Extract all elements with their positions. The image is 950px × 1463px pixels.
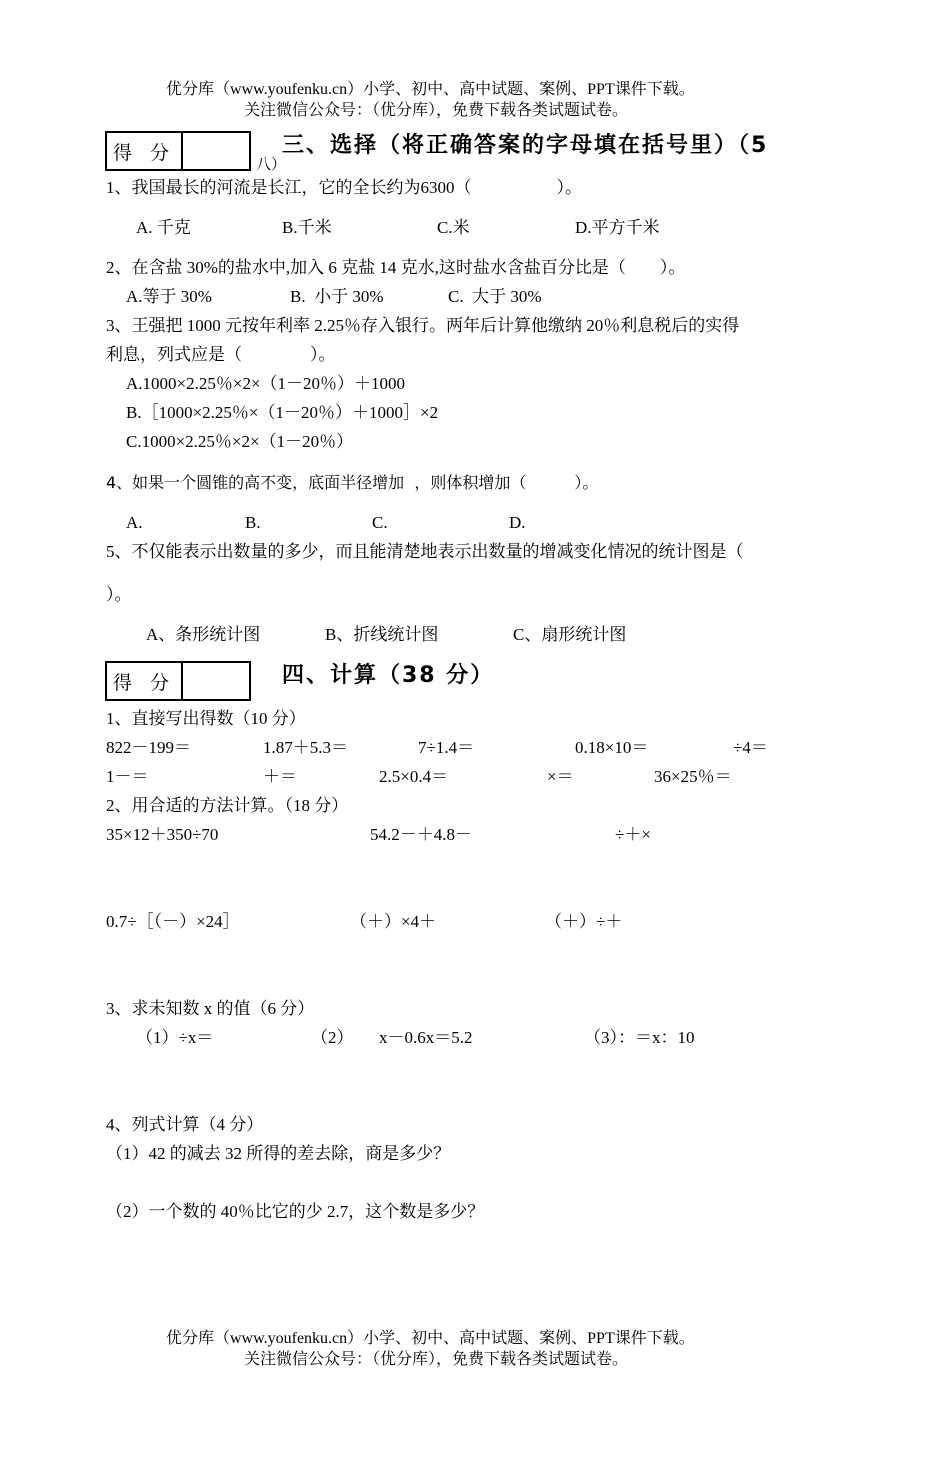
q4-stem: 4、如果一个圆锥的高不变，底面半径增加 ，则体积增加（ ）。 [106, 473, 599, 492]
p3-item-1: （1）÷x＝ [136, 1028, 214, 1047]
q2-stem: 2、在含盐 30%的盐水中,加入 6 克盐 14 克水,这时盐水含盐百分比是（ ）。 [106, 258, 686, 277]
q3-stem-line-1: 3、王强把 1000 元按年利率 2.25％存入银行。两年后计算他缴纳 20％利息税后的实得 [106, 316, 740, 335]
p1-r2-c3: 2.5×0.4＝ [379, 767, 449, 786]
q3-option-a: A.1000×2.25％×2×（1－20％）＋1000 [126, 374, 406, 393]
p3-item-2-equation: x－0.6x＝5.2 [379, 1028, 473, 1047]
p2-r2-c2: （＋）×4＋ [350, 912, 437, 931]
footer-line-2: 关注微信公众号：（优分库），免费下载各类试题试卷。 [244, 1351, 629, 1368]
q2-option-a: A.等于 30% [126, 287, 212, 306]
p2-r1-c1: 35×12＋350÷70 [106, 825, 219, 844]
p2-r2-c3: （＋）÷＋ [545, 912, 623, 931]
q5-option-a: A、条形统计图 [146, 625, 261, 644]
p3-item-2-label: （2） [311, 1028, 354, 1047]
q3-option-b: B.［1000×2.25％×（1－20％）＋1000］×2 [126, 403, 439, 422]
q4-option-a: A. [126, 513, 143, 532]
p3-title: 3、求未知数 x 的值（6 分） [106, 999, 315, 1018]
q5-option-c: C、扇形统计图 [513, 625, 627, 644]
q3-option-c: C.1000×2.25％×2×（1－20％） [126, 432, 354, 451]
p1-r2-c5: 36×25％＝ [654, 767, 732, 786]
q4-option-d: D. [509, 513, 526, 532]
section-4-title: 四、计算（38 分） [282, 663, 495, 688]
header-line-1: 优分库（www.youfenku.cn）小学、初中、高中试题、案例、PPT课件下载。 [166, 81, 695, 98]
q3-stem-line-2: 利息，列式应是（ ）。 [106, 345, 336, 364]
score-label: 得 分 [107, 663, 183, 699]
score-label: 得 分 [107, 133, 183, 169]
p2-title: 2、用合适的方法计算。（18 分） [106, 796, 349, 815]
p2-r1-c2: 54.2－＋4.8－ [370, 825, 472, 844]
p1-r1-c2: 1.87＋5.3＝ [263, 738, 348, 757]
p1-r1-c5: ÷4＝ [733, 738, 768, 757]
p1-r2-c4: ×＝ [547, 767, 574, 786]
q5-stem-line-2: ）。 [106, 585, 132, 604]
header-line-2: 关注微信公众号：（优分库），免费下载各类试题试卷。 [244, 102, 629, 119]
q2-option-c: C. 大于 30% [448, 287, 542, 306]
q1-option-c: C.米 [437, 218, 470, 237]
q5-option-b: B、折线统计图 [325, 625, 439, 644]
p2-r2-c1: 0.7÷［（－）×24］ [106, 912, 240, 931]
section-3-title: 三、选择（将正确答案的字母填在括号里）（5 [282, 133, 769, 158]
score-value-cell [183, 663, 249, 699]
q1-option-d: D.平方千米 [575, 218, 660, 237]
q1-option-a: A. 千克 [136, 218, 191, 237]
p1-title: 1、直接写出得数（10 分） [106, 709, 306, 728]
p1-r2-c2: ＋＝ [263, 767, 297, 786]
q1-option-b: B.千米 [282, 218, 332, 237]
footer-line-1: 优分库（www.youfenku.cn）小学、初中、高中试题、案例、PPT课件下载。 [166, 1330, 695, 1347]
p1-r1-c3: 7÷1.4＝ [418, 738, 475, 757]
p1-r1-c4: 0.18×10＝ [575, 738, 649, 757]
score-value-cell [183, 133, 249, 169]
q4-option-b: B. [245, 513, 261, 532]
q2-option-b: B. 小于 30% [290, 287, 384, 306]
q5-stem-line-1: 5、不仅能表示出数量的多少，而且能清楚地表示出数量的增减变化情况的统计图是（ [106, 542, 744, 561]
p3-item-3: （3）：＝x：10 [584, 1028, 695, 1047]
p1-r2-c1: 1－＝ [106, 767, 149, 786]
section-3-title-overflow: 八） [256, 155, 287, 173]
score-box-section-4 [105, 661, 251, 701]
score-box-section-3 [105, 131, 251, 171]
p2-r1-c3: ÷＋× [615, 825, 651, 844]
q4-option-c: C. [372, 513, 388, 532]
p4-q2: （2）一个数的 40％比它的少 2.7，这个数是多少？ [106, 1202, 485, 1221]
p1-r1-c1: 822－199＝ [106, 738, 191, 757]
p4-q1: （1）42 的减去 32 所得的差去除，商是多少？ [106, 1144, 451, 1163]
p4-title: 4、列式计算（4 分） [106, 1115, 264, 1134]
q1-stem: 1、我国最长的河流是长江，它的全长约为6300（ ）。 [106, 178, 582, 197]
